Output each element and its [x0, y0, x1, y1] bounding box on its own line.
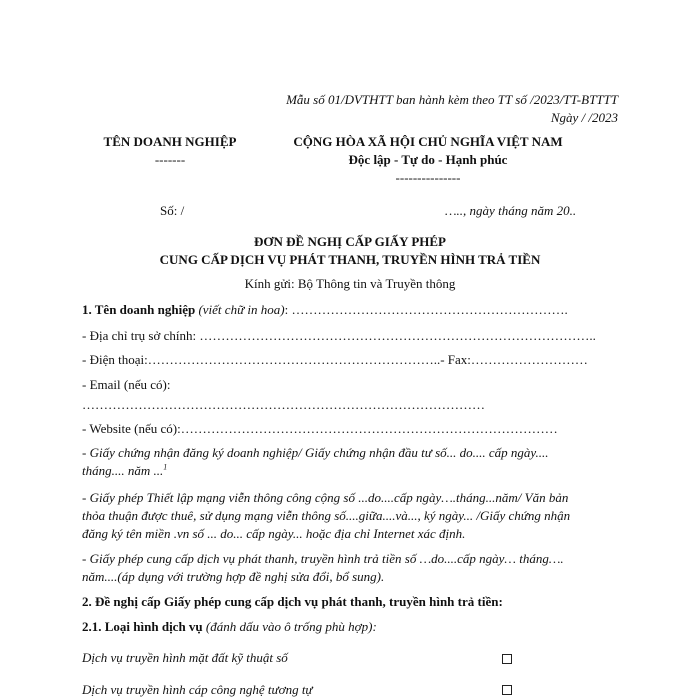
- section1-note: (viết chữ in hoa): [198, 302, 285, 317]
- checkbox-analog-cable-tv[interactable]: [502, 685, 512, 695]
- website-field: - Website (nếu có):……………………………………………………………………………: [82, 421, 558, 436]
- business-cert-line2: [82, 463, 167, 479]
- document-number: Số: /: [160, 203, 185, 218]
- service-license-line2: năm....(áp dụng với trường hợp đề nghị sửa đổi, bổ sung).: [82, 569, 385, 584]
- section2-heading: 2. Đề nghị cấp Giấy phép cung cấp dịch vụ phát thanh, truyền hình trả tiền:: [82, 594, 503, 609]
- email-dots: …………………………………………………………………………………: [82, 397, 485, 412]
- footnote-marker: 1: [163, 462, 168, 472]
- business-cert-line1: - Giấy chứng nhận đăng ký doanh nghiệp/ Giấy chứng nhận đầu tư số... do.... cấp ngày....: [82, 445, 549, 460]
- motto-divider: ---------------: [395, 170, 461, 185]
- nation-motto: Độc lập - Tự do - Hạnh phúc: [348, 152, 508, 167]
- document-subtitle: CUNG CẤP DỊCH VỤ PHÁT THANH, TRUYỀN HÌNH TRẢ TIỀN: [159, 252, 541, 267]
- section2-1-note: (đánh dấu vào ô trống phù hợp):: [205, 619, 377, 634]
- company-divider: -------: [154, 152, 186, 167]
- document-title: ĐƠN ĐỀ NGHỊ CẤP GIẤY PHÉP: [254, 234, 446, 249]
- checkbox-digital-terrestrial-tv[interactable]: [502, 654, 512, 664]
- section2-1-title: 2.1. Loại hình dịch vụ: [82, 619, 203, 634]
- section2-1-heading: [82, 619, 377, 635]
- email-label: - Email (nếu có):: [82, 377, 171, 392]
- network-license-line3: đăng ký tên miền .vn số ... do... cấp ngày... hoặc địa chỉ Internet xác định.: [82, 526, 466, 541]
- form-reference: Mẫu số 01/DVTHTT ban hành kèm theo TT số /2023/TT-BTTTT: [286, 92, 618, 107]
- section1-heading: [82, 302, 568, 318]
- form-date: Ngày / /2023: [550, 110, 618, 125]
- company-label: TÊN DOANH NGHIỆP: [103, 134, 237, 149]
- nation-title: CỘNG HÒA XÃ HỘI CHỦ NGHĨA VIỆT NAM: [293, 134, 563, 149]
- network-license-line1: - Giấy phép Thiết lập mạng viễn thông công cộng số ...do....cấp ngày….tháng...năm/ Văn bản: [82, 490, 569, 505]
- business-cert-text: tháng.... năm ...: [82, 463, 164, 478]
- section1-title: 1. Tên doanh nghiệp: [82, 302, 196, 317]
- addressee: Kính gửi: Bộ Thông tin và Truyền thông: [244, 276, 456, 291]
- network-license-line2: thỏa thuận được thuê, sử dụng mạng viễn thông số....giữa....và..., ký ngày... /Giấy chứng nhận: [82, 508, 571, 523]
- phone-fax-field: - Điện thoại:…………………………………………………………..- Fax:………………………: [82, 352, 588, 367]
- section1-dots: : ……………………………………………………….: [284, 302, 568, 317]
- option-digital-terrestrial-tv: Dịch vụ truyền hình mặt đất kỹ thuật số: [82, 650, 288, 665]
- option-analog-cable-tv: Dịch vụ truyền hình cáp công nghệ tương tự: [82, 682, 313, 697]
- place-date: ….., ngày tháng năm 20..: [445, 203, 577, 218]
- service-license-line1: - Giấy phép cung cấp dịch vụ phát thanh, truyền hình trả tiền số …do....cấp ngày… tháng….: [82, 551, 564, 566]
- address-field: - Địa chỉ trụ sở chính: ………………………………………………………………………………..: [82, 328, 596, 343]
